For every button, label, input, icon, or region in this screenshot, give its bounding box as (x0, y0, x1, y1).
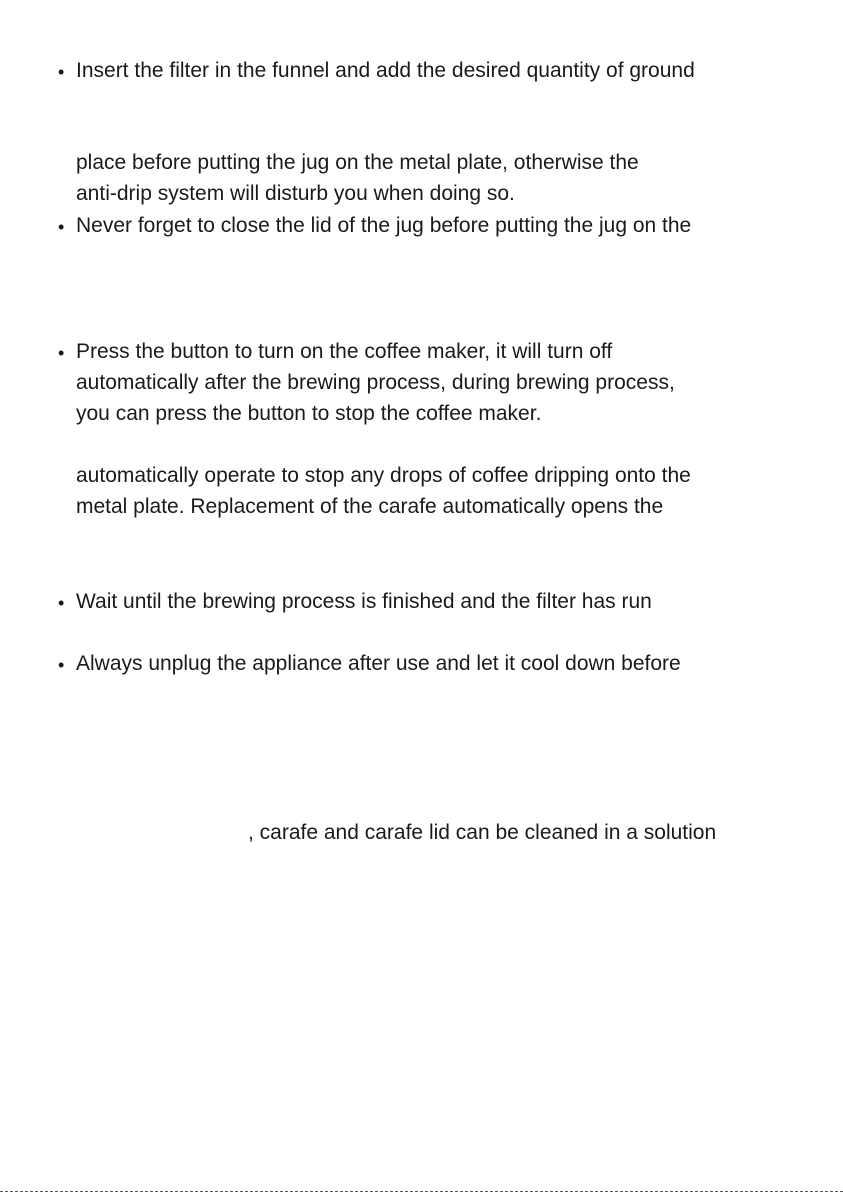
text-line-6: automatically after the brewing process, during brewing process, (76, 371, 675, 394)
text-line-3: anti-drip system will disturb you when doing so. (76, 182, 515, 205)
bullet-3: • (58, 343, 65, 363)
text-line-2: place before putting the jug on the metal plate, otherwise the (76, 151, 639, 174)
text-line-4: Never forget to close the lid of the jug before putting the jug on the (76, 214, 692, 237)
text-line-11: Always unplug the appliance after use and let it cool down before (76, 652, 681, 675)
text-line-12: , carafe and carafe lid can be cleaned in a solution (248, 821, 717, 844)
text-line-9: metal plate. Replacement of the carafe automatically opens the (76, 495, 664, 518)
text-line-1: Insert the filter in the funnel and add the desired quantity of ground (76, 59, 695, 82)
bullet-5: • (58, 655, 65, 675)
text-line-5: Press the button to turn on the coffee maker, it will turn off (76, 340, 613, 363)
text-line-8: automatically operate to stop any drops of coffee dripping onto the (76, 464, 691, 487)
text-line-10: Wait until the brewing process is finished and the filter has run (76, 590, 652, 613)
bullet-2: • (58, 217, 65, 237)
bullet-1: • (58, 62, 65, 82)
bullet-4: • (58, 593, 65, 613)
text-line-7: you can press the button to stop the coffee maker. (76, 402, 542, 425)
